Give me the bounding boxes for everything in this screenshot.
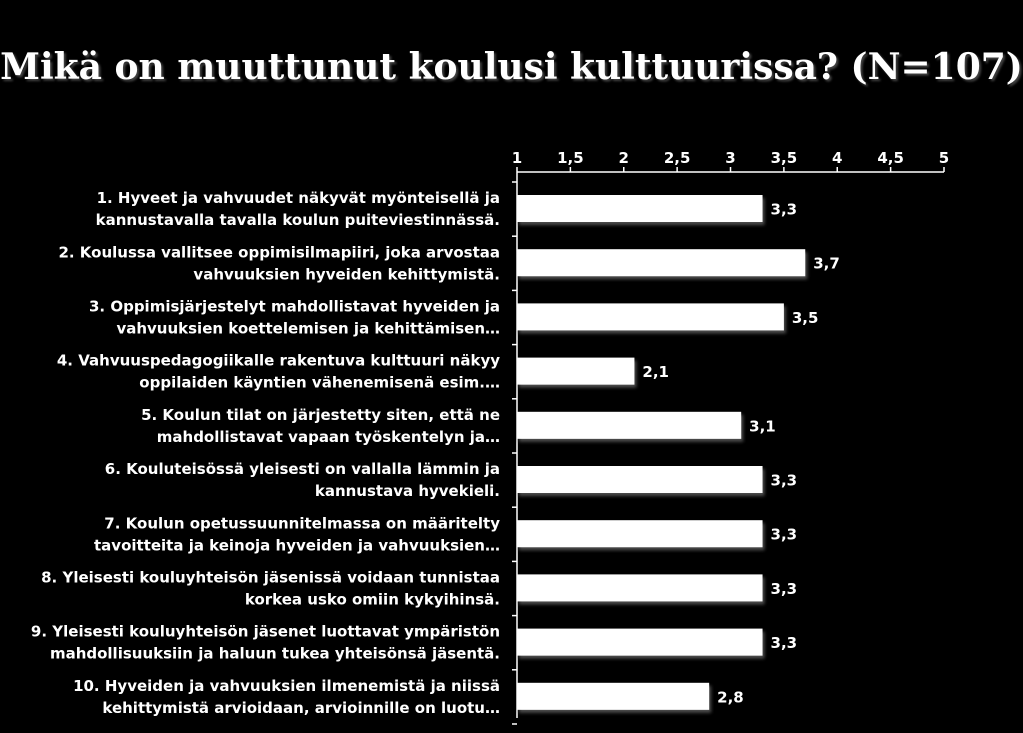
bar (517, 195, 763, 222)
category-label: 7. Koulun opetussuunnitelmassa on määritelty (104, 514, 500, 533)
data-label: 3,3 (770, 471, 798, 490)
data-label: 2,8 (717, 688, 744, 707)
bar (517, 683, 709, 710)
category-label: vahvuuksien koettelemisen ja kehittämisen… (116, 319, 500, 338)
category-label: oppilaiden käyntien vähenemisenä esim.… (139, 373, 500, 392)
bar (517, 520, 763, 547)
bar (517, 358, 634, 385)
x-tick-label: 2 (618, 149, 629, 167)
x-tick-label: 5 (938, 149, 950, 167)
bar (517, 466, 763, 493)
bar (517, 249, 805, 276)
category-labels (31, 189, 500, 717)
category-label: 8. Yleisesti kouluyhteisön jäsenissä voidaan tunnistaa (41, 568, 500, 587)
x-tick-label: 3 (725, 149, 736, 167)
category-label: 9. Yleisesti kouluyhteisön jäsenet luottavat ympäristön (30, 622, 500, 641)
x-tick-label: 1,5 (557, 149, 584, 167)
bars (517, 195, 840, 710)
data-label: 2,1 (642, 363, 670, 382)
data-label: 3,1 (749, 417, 776, 436)
category-label: 1. Hyveet ja vahvuudet näkyvät myönteisellä ja (96, 189, 500, 208)
category-label: 2. Koulussa vallitsee oppimisilmapiiri, joka arvostaa (58, 243, 500, 262)
data-label: 3,3 (770, 525, 798, 544)
category-label: vahvuuksien hyveiden kehittymistä. (193, 265, 500, 284)
category-label: mahdollisuuksiin ja haluun tukea yhteisönsä jäsentä. (49, 644, 500, 663)
category-label: 3. Oppimisjärjestelyt mahdollistavat hyveiden ja (88, 297, 500, 316)
x-tick-label: 1 (511, 149, 523, 167)
category-label: 10. Hyveiden ja vahvuuksien ilmenemistä ja niissä (73, 676, 500, 695)
data-label: 3,3 (770, 579, 798, 598)
x-tick-label: 4,5 (877, 149, 904, 167)
bar (517, 629, 763, 656)
bar (517, 574, 763, 601)
category-label: mahdollistavat vapaan työskentelyn ja… (156, 427, 500, 446)
category-label: 6. Kouluteisössä yleisesti on vallalla lämmin ja (104, 460, 500, 479)
category-label: kannustavalla tavalla koulun puiteviestinnässä. (95, 211, 500, 230)
category-label: kehittymistä arvioidaan, arvioinnille on luotu… (102, 698, 500, 717)
bar (517, 412, 741, 439)
x-tick-label: 2,5 (663, 149, 691, 167)
category-label: 4. Vahvuuspedagogiikalle rakentuva kulttuuri näkyy (56, 351, 500, 370)
data-label: 3,3 (770, 634, 798, 653)
data-label: 3,7 (813, 254, 840, 273)
data-label: 3,5 (791, 308, 819, 327)
data-label: 3,3 (770, 200, 798, 219)
category-label: kannustava hyvekieli. (314, 482, 500, 501)
bar (517, 303, 784, 330)
category-label: korkea usko omiin kykyihinsä. (244, 590, 500, 609)
x-tick-label: 4 (832, 149, 843, 167)
chart-title: Mikä on muuttunut koulusi kulttuurissa? (N=107) (0, 46, 1023, 88)
category-label: tavoitteita ja keinoja hyveiden ja vahvuuksien… (94, 536, 500, 555)
category-label: 5. Koulun tilat on järjestetty siten, että ne (141, 405, 500, 424)
x-tick-label: 3,5 (770, 149, 798, 167)
